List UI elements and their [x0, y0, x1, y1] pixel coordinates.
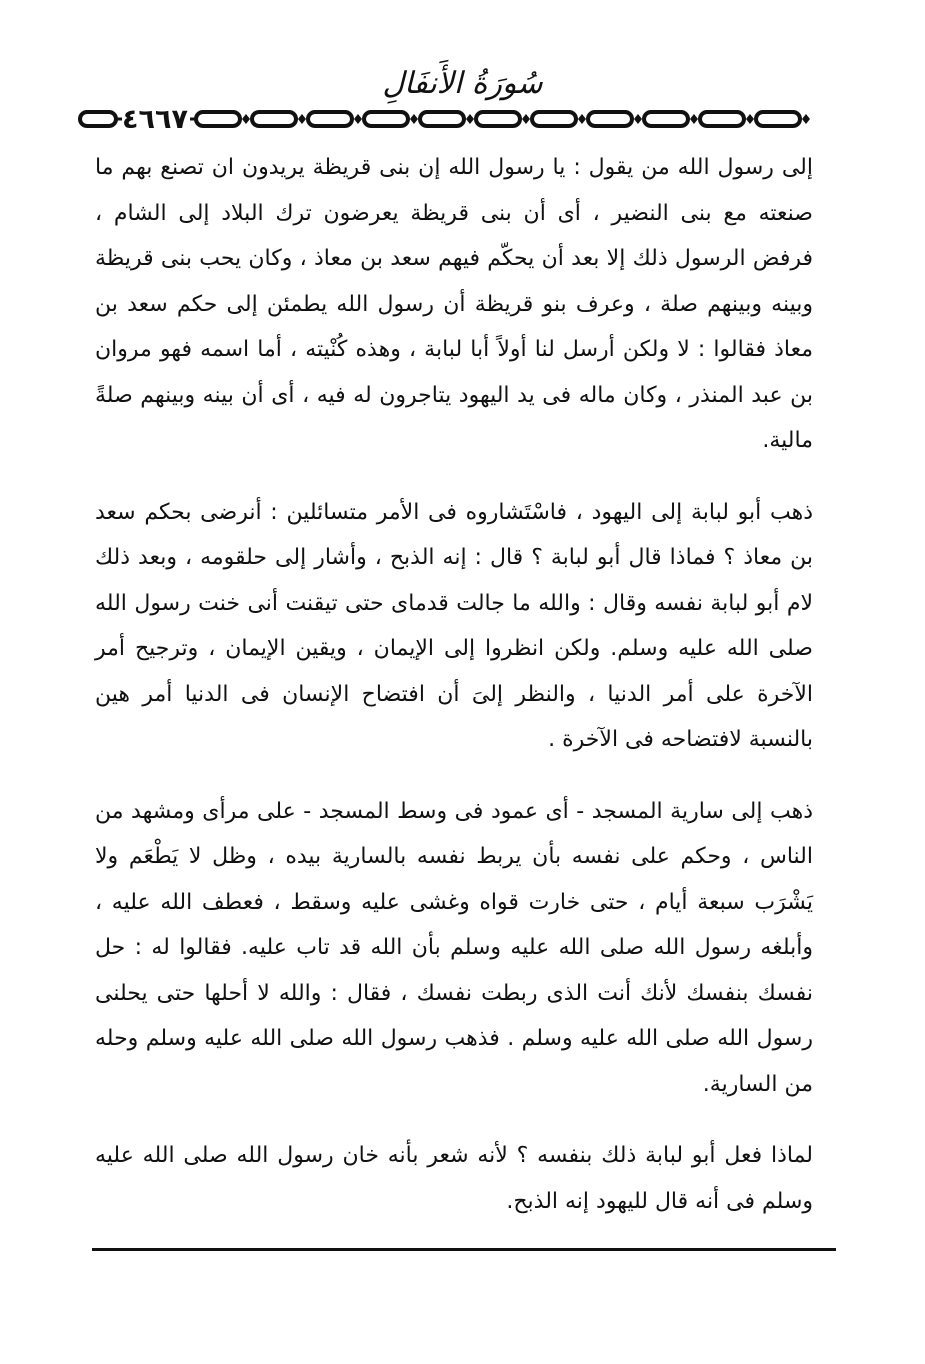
- paragraph-2: ذهب أبو لبابة إلى اليهود ، فاسْتَشاروه فى الأمر متسائلين : أنرضى بحكم سعد بن معاذ ؟ فماذا قال أبو لبابة ؟ قال : إنه الذبح ، وأشار إلى حلقومه ، وبعد ذلك لام أبو لبابة نفسه وقال : والله ما جالت قدماى حتى تيقنت أنى خنت رسول الله صلى الله عليه وسلم. ولكن انظروا إلى الإيمان ، ويقين الإيمان ، وترجيح أمر الآخرة على أمر الدنيا ، والنظر إلىَ أن افتضاح الإنسان فى الدنيا أمر هين بالنسبة لافتضاحه فى الآخرة .: [95, 499, 813, 752]
- body-text: [95, 145, 813, 1250]
- surah-title: سُورَةُ الأَنفَالِ: [382, 66, 543, 101]
- ornament-border: [78, 104, 838, 134]
- footer-divider: [92, 1248, 836, 1251]
- paragraph-4: لماذا فعل أبو لبابة ذلك بنفسه ؟ لأنه شعر بأنه خان رسول الله صلى الله عليه وسلم فى أنه قال لليهود إنه الذبح.: [95, 1143, 813, 1214]
- paragraph-3: ذهب إلى سارية المسجد - أى عمود فى وسط المسجد - على مرأى ومشهد من الناس ، وحكم على نفسه بأن يربط نفسه بالسارية بيده ، وظل لا يَطْعَم ولا يَشْرَب سبعة أيام ، حتى خارت قواه وغشى عليه وسقط ، فعطف الله عليه ، وأبلغه رسول الله صلى الله عليه وسلم بأن الله قد تاب عليه. فقالوا له : حل نفسك بنفسك لأنك أنت الذى ربطت نفسك ، فقال : والله لا أحلها حتى يحلنى رسول الله صلى الله عليه وسلم . فذهب رسول الله صلى الله عليه وسلم وحله من السارية.: [95, 798, 813, 1097]
- paragraph-1: إلى رسول الله من يقول : يا رسول الله إن بنى قريظة يريدون ان تصنع بهم ما صنعته مع بنى النضير ، أى أن بنى قريظة يعرضون ترك البلاد إلى الشام ، فرفض الرسول ذلك إلا بعد أن يحكّم فيهم سعد بن معاذ ، وكان يحب بنى قريظة وبينه وبينهم صلة ، وعرف بنو قريظة أن رسول الله يطمئن إلى حكم سعد بن معاذ فقالوا : لا ولكن أرسل لنا أولاً أبا لبابة ، وهذه كُنْيته ، أما اسمه فهو مروان بن عبد المنذر ، وكان ماله فى يد اليهود يتاجرون له فيه ، أى أن بينه وبينهم صلةً مالية.: [95, 155, 813, 453]
- page-number: ٤٦٦٧: [122, 104, 188, 135]
